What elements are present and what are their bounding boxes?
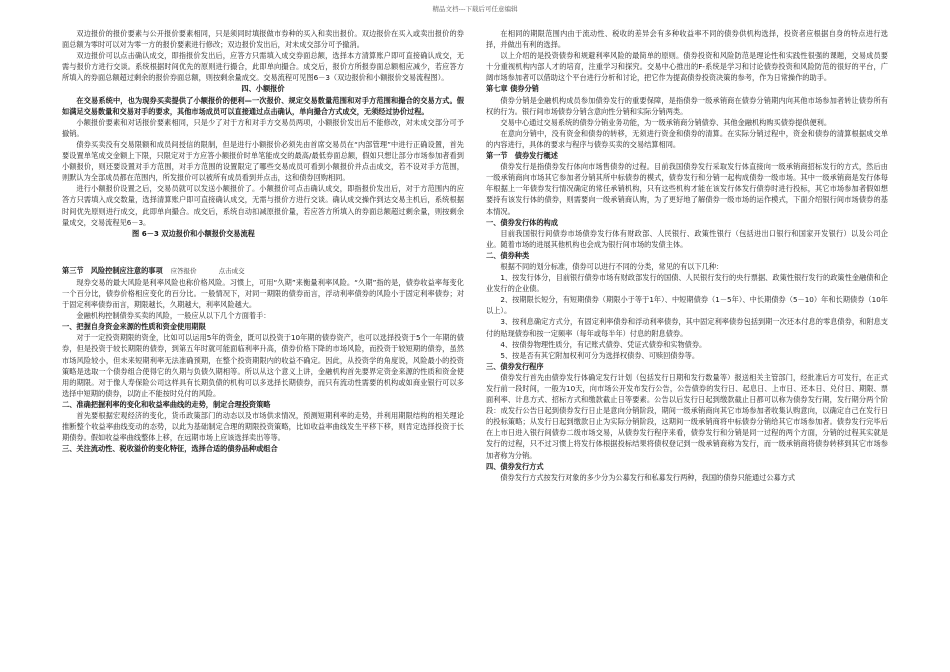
paragraph: 债券发行首先由债券发行体确定发行计划（包括发行日期和发行数量等）报送相关主管部门，经批准后方可发行，在正式发行前一段时间，一般为10天，向市场公开发布发行公告，公告债券的发行日、起息日、上市日、还本日、兑付日、期限、票面利率、计息方式、招标方式和缴款截止日等要素。公告以后发行日起到缴款截止日都可以称为债券发行期，发行期分两个阶段：成发行公告日起到债券发行日止是意向分销阶段，期间一级承销商向其它市场参加者收集认购意向，以确定自己在发行日的投标策略；从发行日起到缴款日止为实际分销阶段，这期间一级承销商将中标债券分销给其它市场参加者。债券发行完毕后在上市日进入银行间债券二级市场交易，从债券发行程序来看，债券发行和分销是同一过程的两个方面，分销的过程其实就是发行的过程，只不过习惯上将发行体根据投标结果将债权登记到一级承销商称为发行，而一级承销商将债券转移到其它市场参加者称为分销。	[486, 372, 888, 460]
subsection-heading: 二、准确把握利率的变化和收益率曲线的走势，制定合理投资策略	[62, 399, 271, 409]
subsection-heading: 一、把握自身资金来源的性质和资金使用期限	[62, 322, 206, 332]
paragraph: 在相同的期限范围内由于流动性、税收的差异会有多种收益率不同的债券供机构选择，投资者应根据自身的特点进行选择，并做出有利的选择。	[486, 29, 888, 50]
section-title: 第三节 风险控制应注意的事项	[62, 265, 163, 275]
chapter-heading: 第七章 债券分销	[486, 84, 539, 94]
paragraph: 债券分销是金融机构成员参加债券发行的重要保障，是指债券一级承销商在债券分销期内向其他市场参加者转让债券所有权的行为。银行间市场债券分销含意向性分销和实际分销两类。	[486, 95, 888, 116]
page-header: 精品文档---下载后可任意编辑	[432, 5, 518, 13]
paragraph: 小额报价要素和对话报价要素相同，只是少了对于方和对手方交易员两项，小额报价发出后不能修改，对未成交部分可予撤销。	[62, 117, 464, 138]
section-title: 第一节 债券发行概述	[486, 151, 558, 161]
list-item: 4、按债券物理性质分，有记账式债券、凭证式债券和实物债券。	[500, 339, 707, 349]
left-column	[62, 28, 464, 454]
subsection-heading: 三、债券发行程序	[486, 361, 544, 371]
subsection-heading: 四、债券发行方式	[486, 461, 544, 471]
figure-label-reply-quote: 应答报价	[170, 266, 197, 275]
subsection-heading: 三、关注流动性、税收溢价的变化特征，选择合适的债券品种或组合	[62, 444, 278, 454]
paragraph: 现券交易的最大风险是利率风险也称价格风险。习惯上，可用“久期”来衡量利率风险。“久期”指的是，债券收益率每变化一个百分比，债券价格相应变化的百分比。一般情况下，对同一期限的债券而言，浮动利率债券的风险小于固定利率债券；对于固定利率债券而言，期限越长，久期越大，利率风险越大。	[62, 277, 464, 310]
paragraph: 金融机构控制债券买卖的风险，一般应从以下几个方面着手：	[76, 311, 271, 321]
figure-label-click-trade: 点击成交	[218, 266, 245, 275]
paragraph: 以上介绍的是投资债券和规避利率风险的最简单的原则。债券投资和风险防范是理论性和实践性很强的课题，交易成员要十分重视机构内部人才的培育，注重学习和探究。交易中心推出的F-系统是学习和讨论债券投资和风险防范的很好的平台，广阔市场参加者可以借助这个平台进行分析和讨论，把它作为提高债券投资决策的参考，作为日常操作的助手。	[486, 51, 888, 83]
paragraph: 债券发行是指债券发行体向市场售债券的过程。目前我国债券发行采取发行体直接向一级承销商招标发行的方式，然后由一级承销商向市场其它参加者分销其所中标债券的模式，债券发行和分销一起构成债券一级市场。其中一级承销商是发行体每年根据上一年债券发行情况确定的常任承销机构，只有这些机构才能在该发行体发行债券时进行投标，其它市场参加者假如想要持有该发行体的债券，则需要向一级承销商认购，为了更好地了解债券一级市场的运作模式，下面介绍银行间市场债券的基本情况。	[486, 162, 888, 216]
right-column	[486, 28, 888, 483]
list-item: 3、按利息确定方式分，有固定利率债券和浮动利率债券，其中固定利率债券包括到期一次还本付息的零息债券，和附息支付的贴现债券和按一定频率（每年或每半年）付息的附息债券。	[486, 317, 888, 338]
list-item: 5、按是否有其它附加权利可分为选择权债券、可赎回债券等。	[500, 350, 700, 360]
paragraph: 在交易系统中，也为现券买卖提供了小额报价的便利—一次报价、规定交易数量范围和对手方范围和撮合的交易方式。假如满足交易数量和交易对手的要求，其他市场成员可以直接通过点击确认，单向撮合方式成交，无须经过协价过程。	[62, 95, 464, 116]
paragraph: 根据不同的划分标准，债券可以进行不同的分类，常见的有以下几种：	[500, 261, 724, 271]
figure-caption: 图 6－3 双边报价和小额报价交易流程	[132, 228, 255, 238]
paragraph: 进行小额报价设置之后，交易员就可以发送小额报价了。小额报价可点击确认成交，即指报价发出后，对于方范围内的应答方只需填入成交数量，选择清算账户即可直接确认成交，无需与报价方进行交谈。确认成交操作到达交易主机后，系统根据时间优先原则进行成交，此即单向撮合。成交后，系统自动扣减原报价量，若应答方所填入的券面总额超过剩余量，则按剩余量成交，交易流程见6－3。	[62, 184, 464, 227]
list-item: 1、按发行体分，目前银行债券市场有财政部发行的国债、人民银行发行的央行票据、政策性银行发行的政策性金融债和企业发行的企业债。	[486, 273, 888, 294]
subsection-heading: 二、债券种类	[486, 250, 530, 260]
section-heading: 四、小额报价	[241, 84, 285, 94]
paragraph: 债券发行方式按发行对象的多少分为公募发行和私募发行两种，我国的债券只能通过公募方式	[500, 472, 796, 482]
paragraph: 交易中心通过交易系统的债券分销业务功能，为一级承销商分销债券、其他金融机构购买债券提供便利。	[500, 117, 832, 127]
figure-placeholder	[62, 239, 464, 265]
paragraph: 目前我国银行间债券市场债券发行体有财政部、人民银行、政策性银行（包括进出口银行和国家开发银行）以及公司企业。随着市场的进展其他机构也会成为银行间市场的发债主体。	[486, 228, 888, 249]
paragraph: 对于一定投资期限的资金，比如可以运用5年的资金，既可以投资于10年期的债券资产，也可以选择投资于5个一年期的债券，但是投资于较长期限的债券，到第五年时就可能面临利率升高，债券价格下降的市场风险，而投资于较短期的债券，虽然市场风险较小，但未来短期利率无法准确预期，在整个投资期限内的收益不确定。因此，从投资学的角度说，风险最小的投资策略是选取一个债券组合使得它的久期与负债久期相等。所以从这个意义上讲，金融机构首先要界定资金来源的性质和资金使用的期限。对于像人寿保险公司这样具有长期负债的机构可以多选择长期债券，而只有流动性需要的机构或如商业银行可以多选择中短期的债券，以防止不能按时兑付的风险。	[62, 333, 464, 398]
subsection-heading: 一、债券发行体的构成	[486, 217, 558, 227]
section-title-row	[62, 265, 464, 277]
paragraph: 在意向分销中，没有资金和债券的转移，无须进行资金和债券的清算。在实际分销过程中，资金和债券的清算根据成交单的内容进行，具体的要求与程序与债券买卖的交易结算相同。	[486, 128, 888, 149]
paragraph: 双边报价可以点击确认成交，即指报价发出后，应答方只需填入成交券面总额，选择本方清算账户即可直接确认成交，无需与报价方进行交谈。系统根据时间优先的原则进行撮合，此即单向撮合。成交后，报价方所报券面总额相应减少，若应答方所填入的券面总额超过剩余的报价券面总额，则按剩余量成交。交易流程可见图6－3（双边报价和小额报价交易流程图）。	[62, 51, 464, 83]
paragraph: 双边报价的报价要素与公开报价要素相同，只是须同时填报做市券种的买入和卖出报价。双边报价在买入或卖出报价的券面总额为零时可以对为零一方的报价要素进行修改；双边报价发出后，对未成交部分可予撤消。	[62, 29, 464, 50]
list-item: 2、按期限长短分，有短期债券（期限小于等于1年）、中短期债券（1－5年）、中长期债券（5－10）年和长期债券（10年以上）。	[486, 295, 888, 316]
paragraph: 首先要根据宏观经济的变化，货币政策部门的动态以及市场供求情况，预测短期利率的走势，并利用期限结构的相关理论推断整个收益率曲线变动的态势，以此为基础制定合理的期限投资策略，比如收益率曲线发生平移下移，则肯定选择投资于长期债券。假如收益率曲线整体上移，在远期市场上应该选择卖出等等。	[62, 411, 464, 443]
paragraph: 债券买卖没有交易限额和成员间授信的限制，但是进行小额报价必须先由首席交易员在“内部管理”中进行正确设置，首先要设置单笔成交金额上下限，只限定对于方应答小额报价时单笔能成交的最高/最低券面总额，假如只想让部分市场参加者看到小额报价，则还要设置对手方范围，对手方范围的设置限定了哪些交易成员可看到小额报价并点击成交，若不设对手方范围，则默认为全部成员都在范围内，所发报价可以被所有成员看到并点击，这和债券回购相同。	[62, 139, 464, 183]
